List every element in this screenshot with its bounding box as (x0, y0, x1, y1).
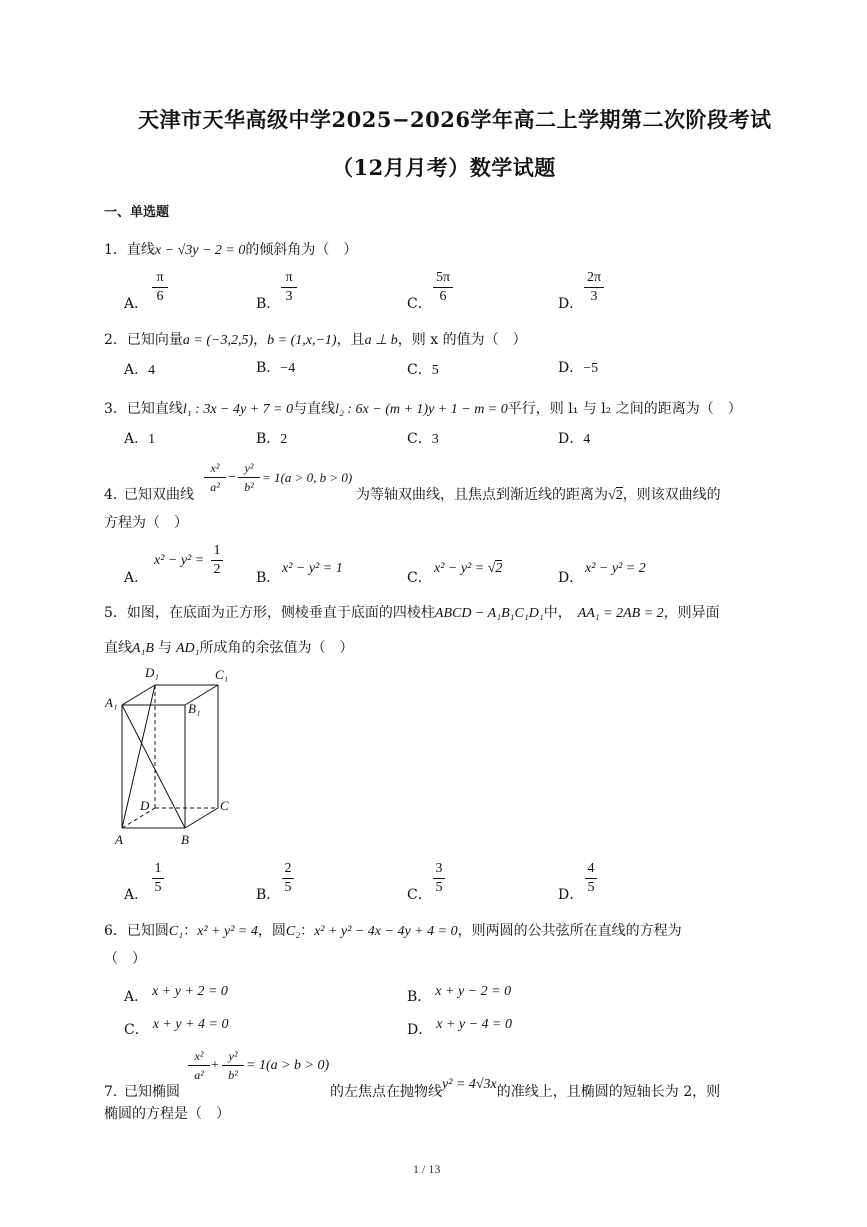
question-number: 4． (104, 487, 127, 503)
question-text: 的倾斜角为（ ） (245, 242, 358, 258)
option-c: C．5 (407, 362, 439, 378)
minus-sign: − (228, 470, 236, 485)
option-fraction: 4 5 (585, 861, 597, 896)
option-label: B． (256, 296, 281, 312)
option-fraction: 1 5 (152, 861, 164, 896)
question-text: 已知直线 (126, 401, 183, 417)
question-text: 为等轴双曲线，且焦点到渐近线的距离为√2，则该双曲线的 (356, 487, 721, 503)
option-label: B． (256, 887, 281, 903)
option-label: A． (124, 570, 149, 586)
option-label: C． (407, 296, 432, 312)
hyperbola-y-term: y² b² (238, 460, 260, 495)
option-fraction: π 3 (281, 270, 297, 305)
option-label: B． (256, 570, 281, 586)
plus-sign: + (211, 1058, 219, 1073)
math-expression: b = (1,x,−1) (267, 333, 337, 348)
math-expression: = 1(a > 0, b > 0) (262, 470, 353, 485)
question-text: 方程为（ ） (104, 515, 188, 531)
question-6: 6．已知圆C₁：x² + y² = 4，圆C₂：x² + y² − 4x − 4y + 4 = 0，则两圆的公共弦所在直线的方程为 (104, 923, 682, 939)
question-3 (104, 398, 742, 418)
vertex-label-c1: C₁ (215, 667, 229, 682)
section-heading: 一、单选题 (104, 205, 170, 220)
math-expression: a = (−3,2,5) (182, 333, 254, 348)
question-5: 5．如图，在底面为正方形，侧棱垂直于底面的四棱柱ABCD − A₁B₁C₁D₁中， AA₁ = 2AB = 2，则异面 (104, 605, 720, 621)
question-text: 已知双曲线 (124, 487, 194, 503)
option-label: C． (407, 887, 432, 903)
option-fraction: 2π 3 (584, 270, 604, 305)
vertex-label-a1: A₁ (105, 695, 118, 710)
option-b: B．2 (256, 431, 288, 447)
option-label: A． (124, 296, 149, 312)
vertex-label-d1: D₁ (145, 665, 159, 680)
question-number: 7． (104, 1084, 127, 1100)
option-a: A．4 (124, 362, 156, 378)
ellipse-y-term: y² b² (222, 1048, 244, 1083)
question-2 (104, 329, 527, 349)
question-text: 椭圆的方程是（ ） (104, 1106, 230, 1122)
question-1 (104, 239, 357, 259)
vertex-label-d: D (140, 798, 150, 813)
option-label: C． (407, 570, 432, 586)
question-number: 1． (104, 242, 127, 258)
option-d: D． x + y − 4 = 0 (407, 1017, 513, 1038)
question-text: 直线 (126, 242, 155, 258)
option-fraction: 2 5 (282, 861, 294, 896)
option-fraction: 1 2 (211, 543, 223, 578)
question-text: （ ） (104, 951, 146, 967)
option-a: A．1 (124, 431, 156, 447)
vertex-label-a: A (115, 832, 123, 847)
option-fraction: 5π 6 (433, 270, 453, 305)
page-number: 1 / 13 (413, 1162, 441, 1176)
hyperbola-x-term: x² a² (204, 460, 226, 495)
math-expression: x − √3y − 2 = 0 (154, 243, 246, 258)
option-label: A． (124, 887, 149, 903)
option-b: B．−4 (256, 360, 296, 376)
option-d: D．−5 (558, 360, 599, 376)
question-text: 已知椭圆 (124, 1084, 180, 1100)
question-text: 与直线 (293, 401, 336, 417)
question-text: ， (253, 332, 268, 348)
question-text: ，且 (336, 332, 365, 348)
math-expression: a ⊥ b (364, 333, 398, 348)
question-text: 的左焦点在抛物线y² = 4√3x的准线上，且椭圆的短轴长为 2，则 (330, 1077, 721, 1100)
vertex-label-b: B (181, 832, 189, 847)
math-expression: l₂ : 6x − (m + 1)y + 1 − m = 0 (335, 402, 508, 417)
question-text: 已知向量 (126, 332, 183, 348)
page-title-line1: 天津市天华高级中学2025−2026学年高二上学期第二次阶段考试 (138, 107, 772, 132)
option-c: C．3 (407, 431, 439, 447)
option-label: D． (558, 296, 584, 312)
option-fraction: π 6 (152, 270, 168, 305)
page-title-line2: （12月月考）数学试题 (332, 155, 556, 180)
vertex-label-b1: B₁ (188, 701, 201, 716)
math-expression: = 1(a > b > 0) (246, 1058, 330, 1073)
question-number: 3． (104, 401, 127, 417)
option-label: D． (558, 570, 584, 586)
option-value: x² − y² = 1 (282, 561, 343, 576)
option-c: C． x + y + 4 = 0 (124, 1017, 229, 1038)
vertex-label-c: C (220, 798, 229, 813)
math-expression: l₁ : 3x − 4y + 7 = 0 (182, 402, 294, 417)
ellipse-x-term: x² a² (188, 1048, 210, 1083)
option-value: x² − y² = (154, 553, 205, 568)
question-text: 平行，则 l₁ 与 l₂ 之间的距离为（ ） (507, 401, 742, 417)
prism-figure (100, 660, 240, 850)
option-b: B． x + y − 2 = 0 (407, 984, 512, 1005)
option-value: x² − y² = √2 (434, 561, 503, 576)
option-a: A． x + y + 2 = 0 (124, 984, 228, 1005)
option-fraction: 3 5 (433, 861, 445, 896)
option-label: D． (558, 887, 584, 903)
question-number: 2． (104, 332, 127, 348)
question-5-line2: 直线A₁B 与 AD₁所成角的余弦值为（ ） (104, 640, 354, 656)
question-text: ，则 x 的值为（ ） (397, 332, 527, 348)
option-d: D．4 (558, 431, 591, 447)
option-value: x² − y² = 2 (585, 561, 646, 576)
